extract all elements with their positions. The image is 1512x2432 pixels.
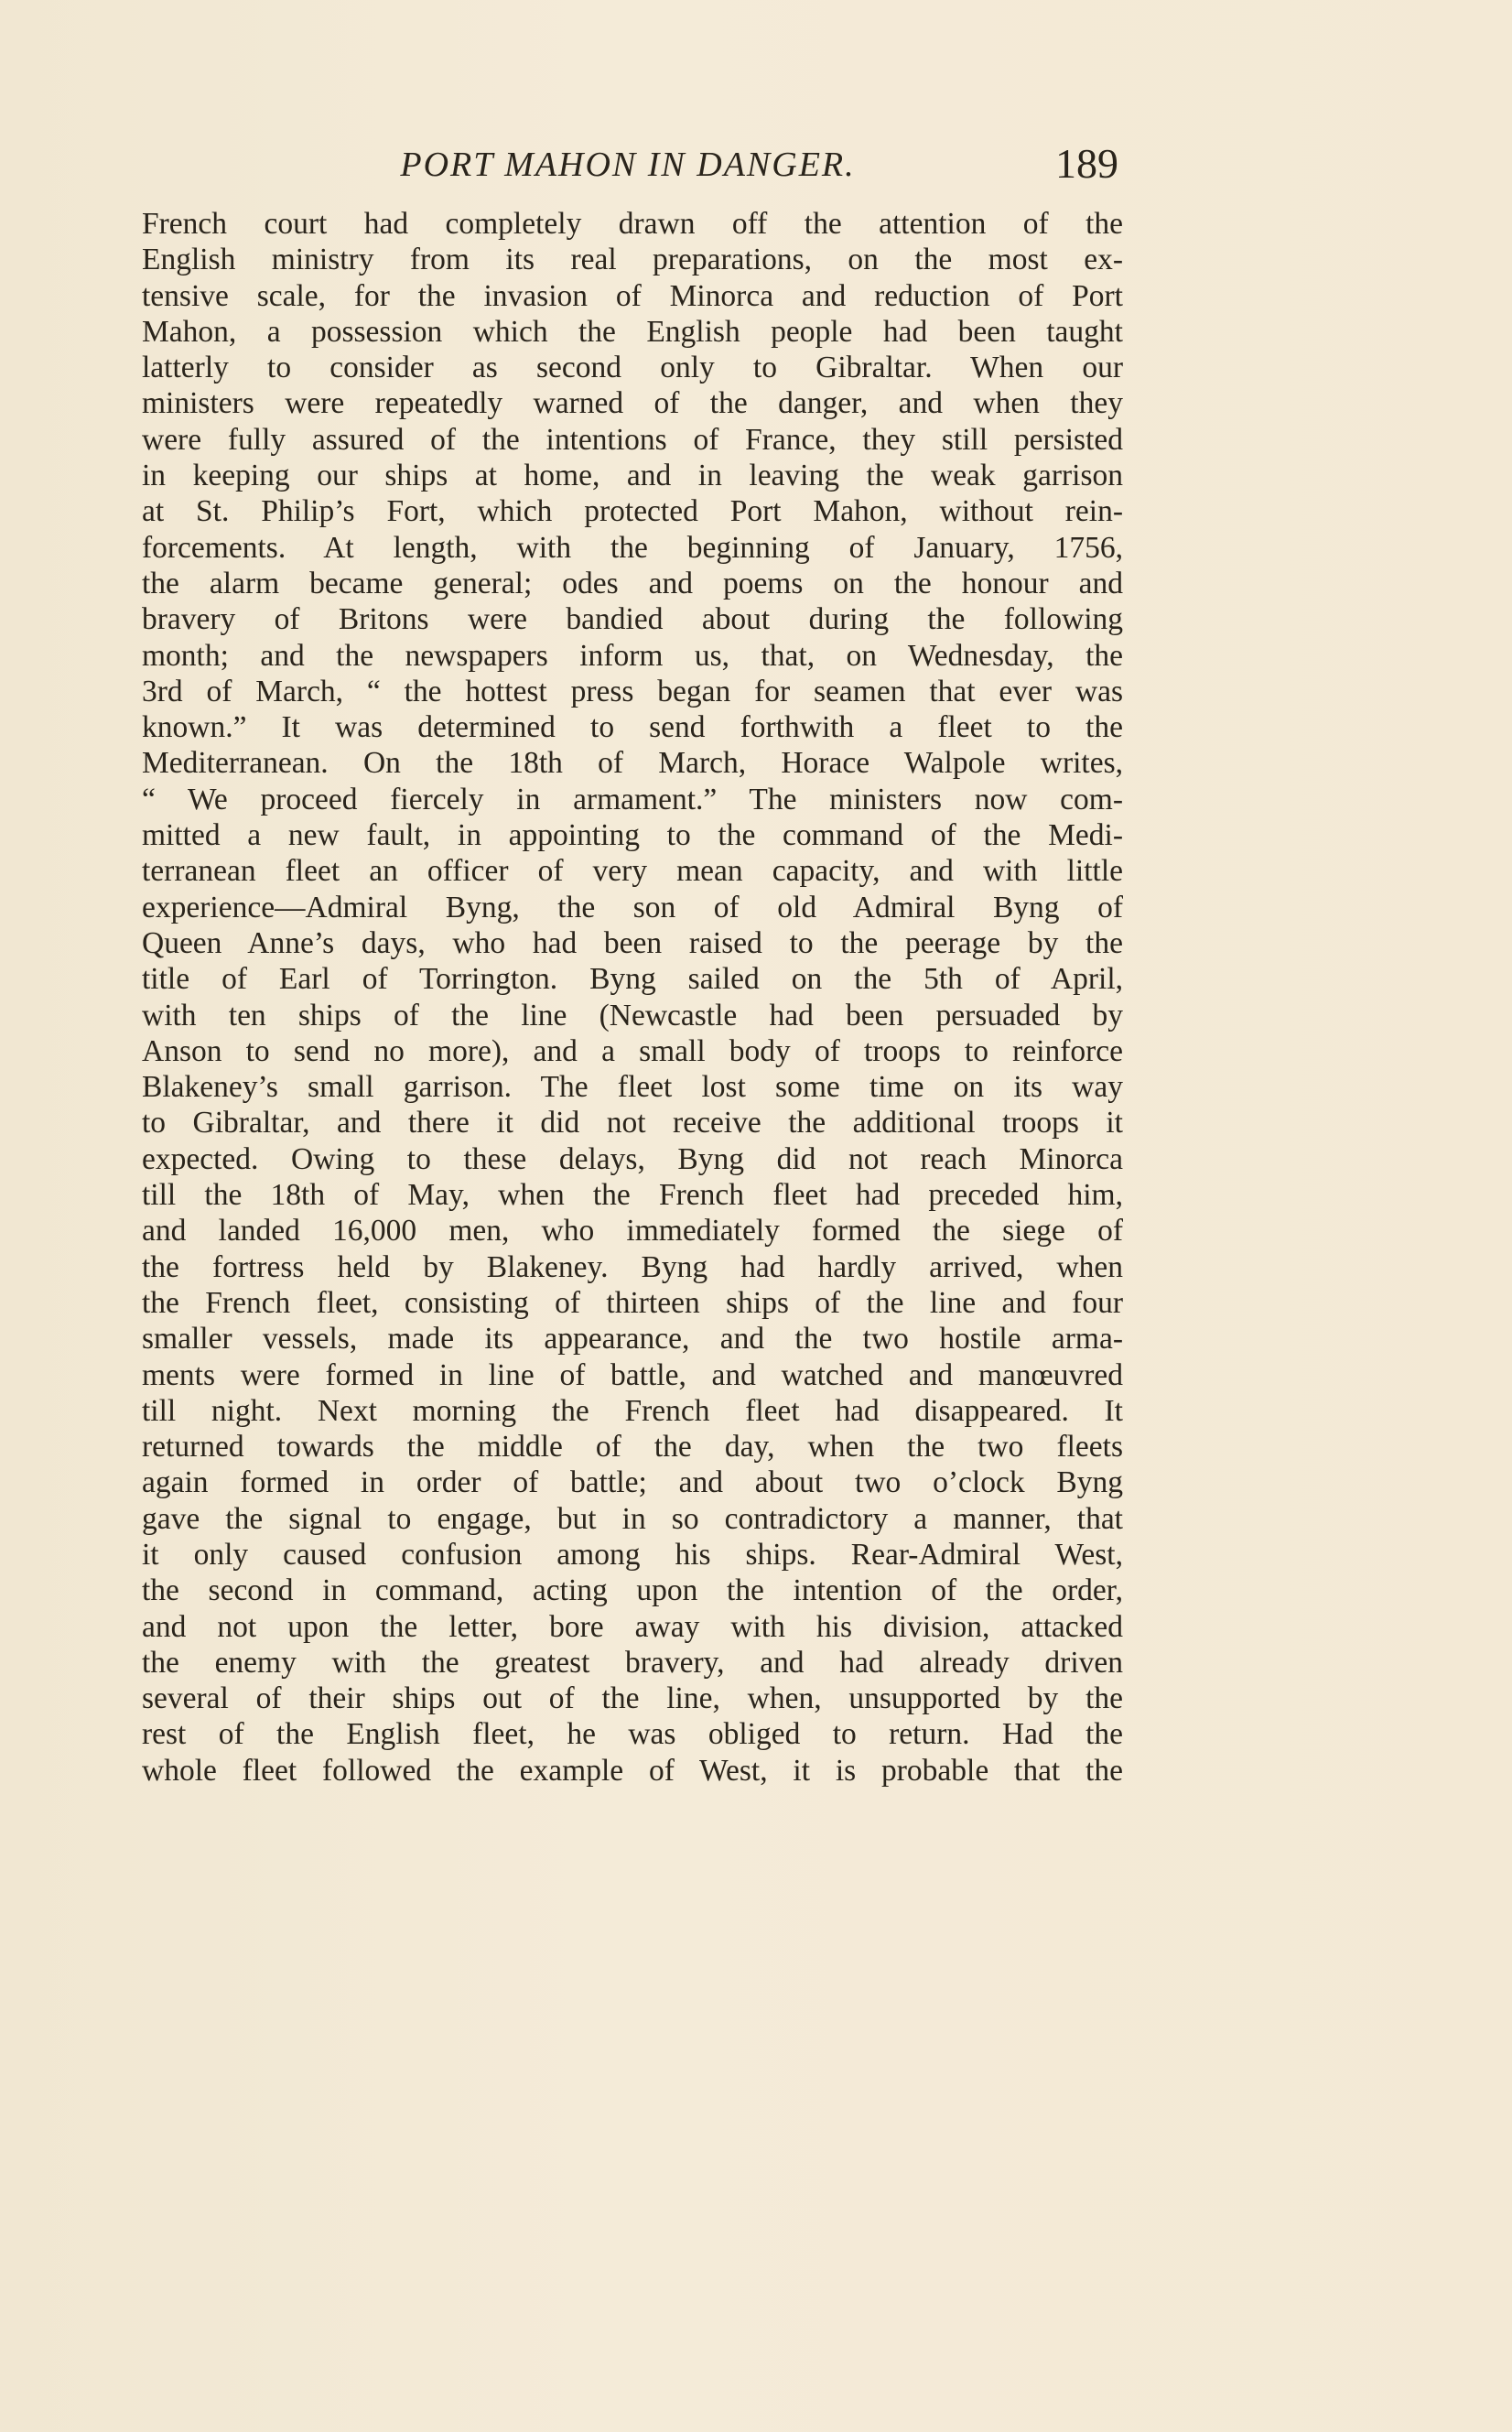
- page-number: 189: [1055, 140, 1118, 187]
- text-line: were fully assured of the intentions of France, they still persisted: [142, 422, 1123, 457]
- text-line: it only caused confusion among his ships. Rear-Admiral West,: [142, 1537, 1123, 1572]
- text-line: English ministry from its real preparations, on the most ex-: [142, 243, 1123, 277]
- text-line: returned towards the middle of the day, when the two fleets: [142, 1430, 1123, 1465]
- text-line: known.” It was determined to send forthwith a fleet to the: [142, 710, 1123, 745]
- text-line: experience—Admiral Byng, the son of old Admiral Byng of: [142, 890, 1123, 924]
- text-line: month; and the newspapers inform us, that, on Wednesday, the: [142, 638, 1123, 673]
- text-line: again formed in order of battle; and about two o’clock Byng: [142, 1465, 1123, 1500]
- text-line: the second in command, acting upon the intention of the order,: [142, 1573, 1123, 1608]
- text-line: expected. Owing to these delays, Byng did not reach Minorca: [142, 1141, 1123, 1176]
- body-text: [142, 206, 1123, 1789]
- text-line: the enemy with the greatest bravery, and had already driven: [142, 1645, 1123, 1680]
- text-line: at St. Philip’s Fort, which protected Port Mahon, without rein-: [142, 494, 1123, 529]
- text-line: latterly to consider as second only to Gibraltar. When our: [142, 351, 1123, 385]
- text-line: ments were formed in line of battle, and watched and manœuvred: [142, 1357, 1123, 1392]
- text-line: to Gibraltar, and there it did not receive the additional troops it: [142, 1106, 1123, 1140]
- text-line: 3rd of March, “ the hottest press began for seamen that ever was: [142, 674, 1123, 708]
- text-line: Mahon, a possession which the English people had been taught: [142, 314, 1123, 349]
- text-line: the fortress held by Blakeney. Byng had hardly arrived, when: [142, 1249, 1123, 1284]
- text-line: title of Earl of Torrington. Byng sailed on the 5th of April,: [142, 962, 1123, 997]
- text-line: in keeping our ships at home, and in leaving the weak garrison: [142, 459, 1123, 493]
- text-line: smaller vessels, made its appearance, and the two hostile arma-: [142, 1322, 1123, 1357]
- text-line: the alarm became general; odes and poems on the honour and: [142, 566, 1123, 600]
- text-line: terranean fleet an officer of very mean capacity, and with little: [142, 854, 1123, 889]
- text-line: Queen Anne’s days, who had been raised to the peerage by the: [142, 925, 1123, 960]
- text-line: Blakeney’s small garrison. The fleet lost some time on its way: [142, 1070, 1123, 1105]
- text-line: tensive scale, for the invasion of Minorca and reduction of Port: [142, 278, 1123, 313]
- text-line: ministers were repeatedly warned of the danger, and when they: [142, 386, 1123, 421]
- text-line: “ We proceed fiercely in armament.” The ministers now com-: [142, 782, 1123, 816]
- text-line: till the 18th of May, when the French fleet had preceded him,: [142, 1178, 1123, 1213]
- running-title: PORT MAHON IN DANGER.: [400, 146, 856, 184]
- text-line: the French fleet, consisting of thirteen ships of the line and four: [142, 1285, 1123, 1320]
- text-line: rest of the English fleet, he was obliged to return. Had the: [142, 1717, 1123, 1752]
- text-line: till night. Next morning the French fleet had disappeared. It: [142, 1393, 1123, 1428]
- text-line: and landed 16,000 men, who immediately formed the siege of: [142, 1214, 1123, 1248]
- text-line: Mediterranean. On the 18th of March, Horace Walpole writes,: [142, 746, 1123, 781]
- text-line: several of their ships out of the line, when, unsupported by the: [142, 1681, 1123, 1716]
- text-line: bravery of Britons were bandied about during the following: [142, 602, 1123, 637]
- text-line: with ten ships of the line (Newcastle had been persuaded by: [142, 998, 1123, 1032]
- text-line: whole fleet followed the example of West, it is probable that the: [142, 1753, 1123, 1788]
- text-line: forcements. At length, with the beginning of January, 1756,: [142, 530, 1123, 565]
- text-line: and not upon the letter, bore away with his division, attacked: [142, 1609, 1123, 1644]
- text-line: gave the signal to engage, but in so contradictory a manner, that: [142, 1501, 1123, 1536]
- text-line: mitted a new fault, in appointing to the command of the Medi-: [142, 818, 1123, 853]
- running-head: [137, 137, 1118, 192]
- text-line: French court had completely drawn off the attention of the: [142, 207, 1123, 241]
- text-line: Anson to send no more), and a small body of troops to reinforce: [142, 1033, 1123, 1068]
